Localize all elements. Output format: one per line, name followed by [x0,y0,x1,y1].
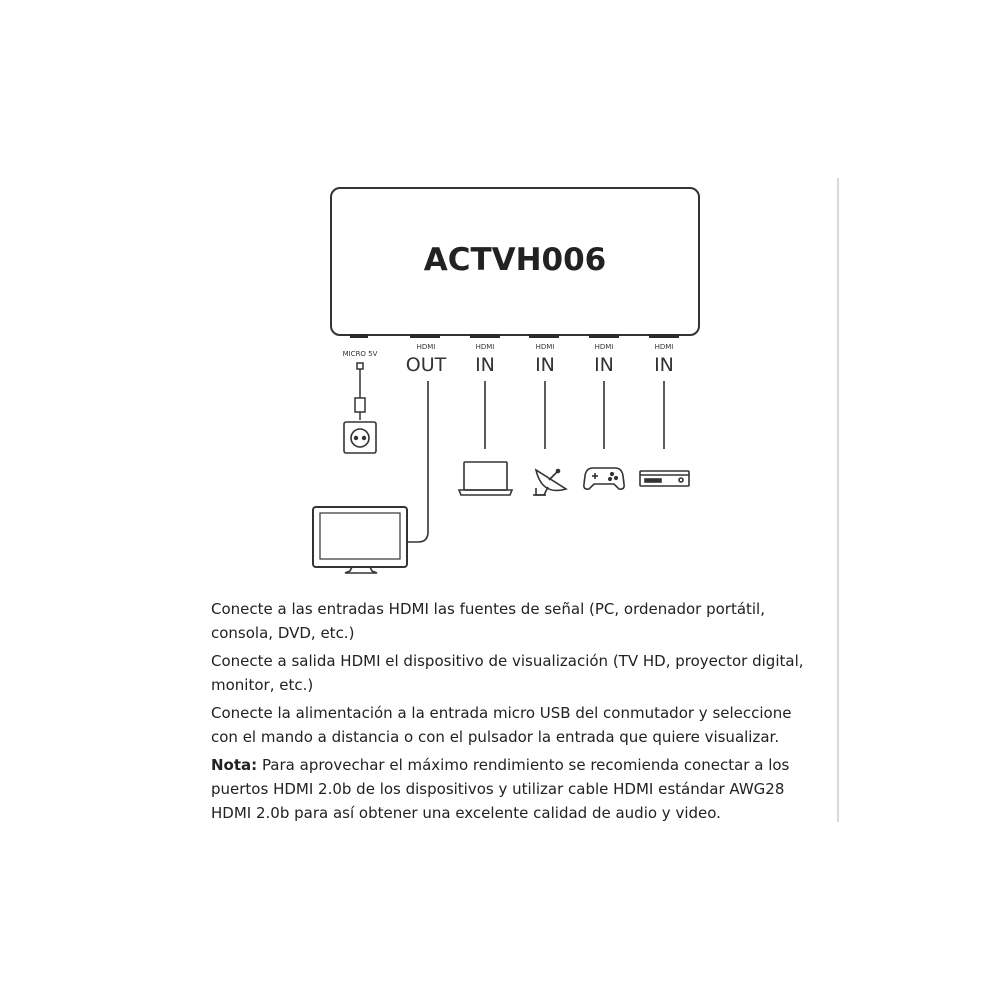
instruction-output: Conecte a salida HDMI el dispositivo de visualización (TV HD, proyector digital, monitor, etc.) [211,652,804,694]
hdmi-out-cable [407,381,428,542]
dvd-player-icon [640,471,689,486]
laptop-icon [459,462,512,495]
usb-plug-icon [355,363,365,420]
port-small-label-in2: HDMI [535,343,555,351]
instructions-text [211,597,811,829]
port-big-label-in3: IN [594,354,614,376]
port-small-label-out: HDMI [416,343,436,351]
port-block-micro5v [350,334,368,338]
instruction-inputs: Conecte a las entradas HDMI las fuentes de señal (PC, ordenador portátil, consola, DVD, etc.) [211,600,765,642]
port-block-in4 [649,334,679,338]
tv-monitor-icon [313,507,407,573]
note-label: Nota: [211,756,258,774]
satellite-dish-icon [533,470,566,496]
instruction-power: Conecte la alimentación a la entrada micro USB del conmutador y seleccione con el mando a distancia o con el pulsador la entrada que quiere visualizar. [211,704,792,746]
port-block-out [410,334,440,338]
port-big-label-in1: IN [475,354,495,376]
port-big-label-in2: IN [535,354,555,376]
port-small-label-in4: HDMI [654,343,674,351]
device-model: ACTVH006 [423,242,607,278]
port-small-label-in1: HDMI [475,343,495,351]
port-small-label-in3: HDMI [594,343,614,351]
switch-device [331,188,699,338]
note-paragraph [211,753,811,825]
port-block-in1 [470,334,500,338]
gamepad-icon [584,468,624,489]
port-label-micro5v: MICRO 5V [342,350,378,358]
power-outlet-icon [344,422,376,453]
port-block-in3 [589,334,619,338]
port-block-in2 [529,334,559,338]
note-text: Para aprovechar el máximo rendimiento se recomienda conectar a los puertos HDMI 2.0b de los dispositivos y utilizar cable HDMI estándar AWG28 HDMI 2.0b para así obtener una excelente calidad de audio y video. [211,756,790,822]
port-big-label-in4: IN [654,354,674,376]
port-big-label-out: OUT [405,354,447,376]
